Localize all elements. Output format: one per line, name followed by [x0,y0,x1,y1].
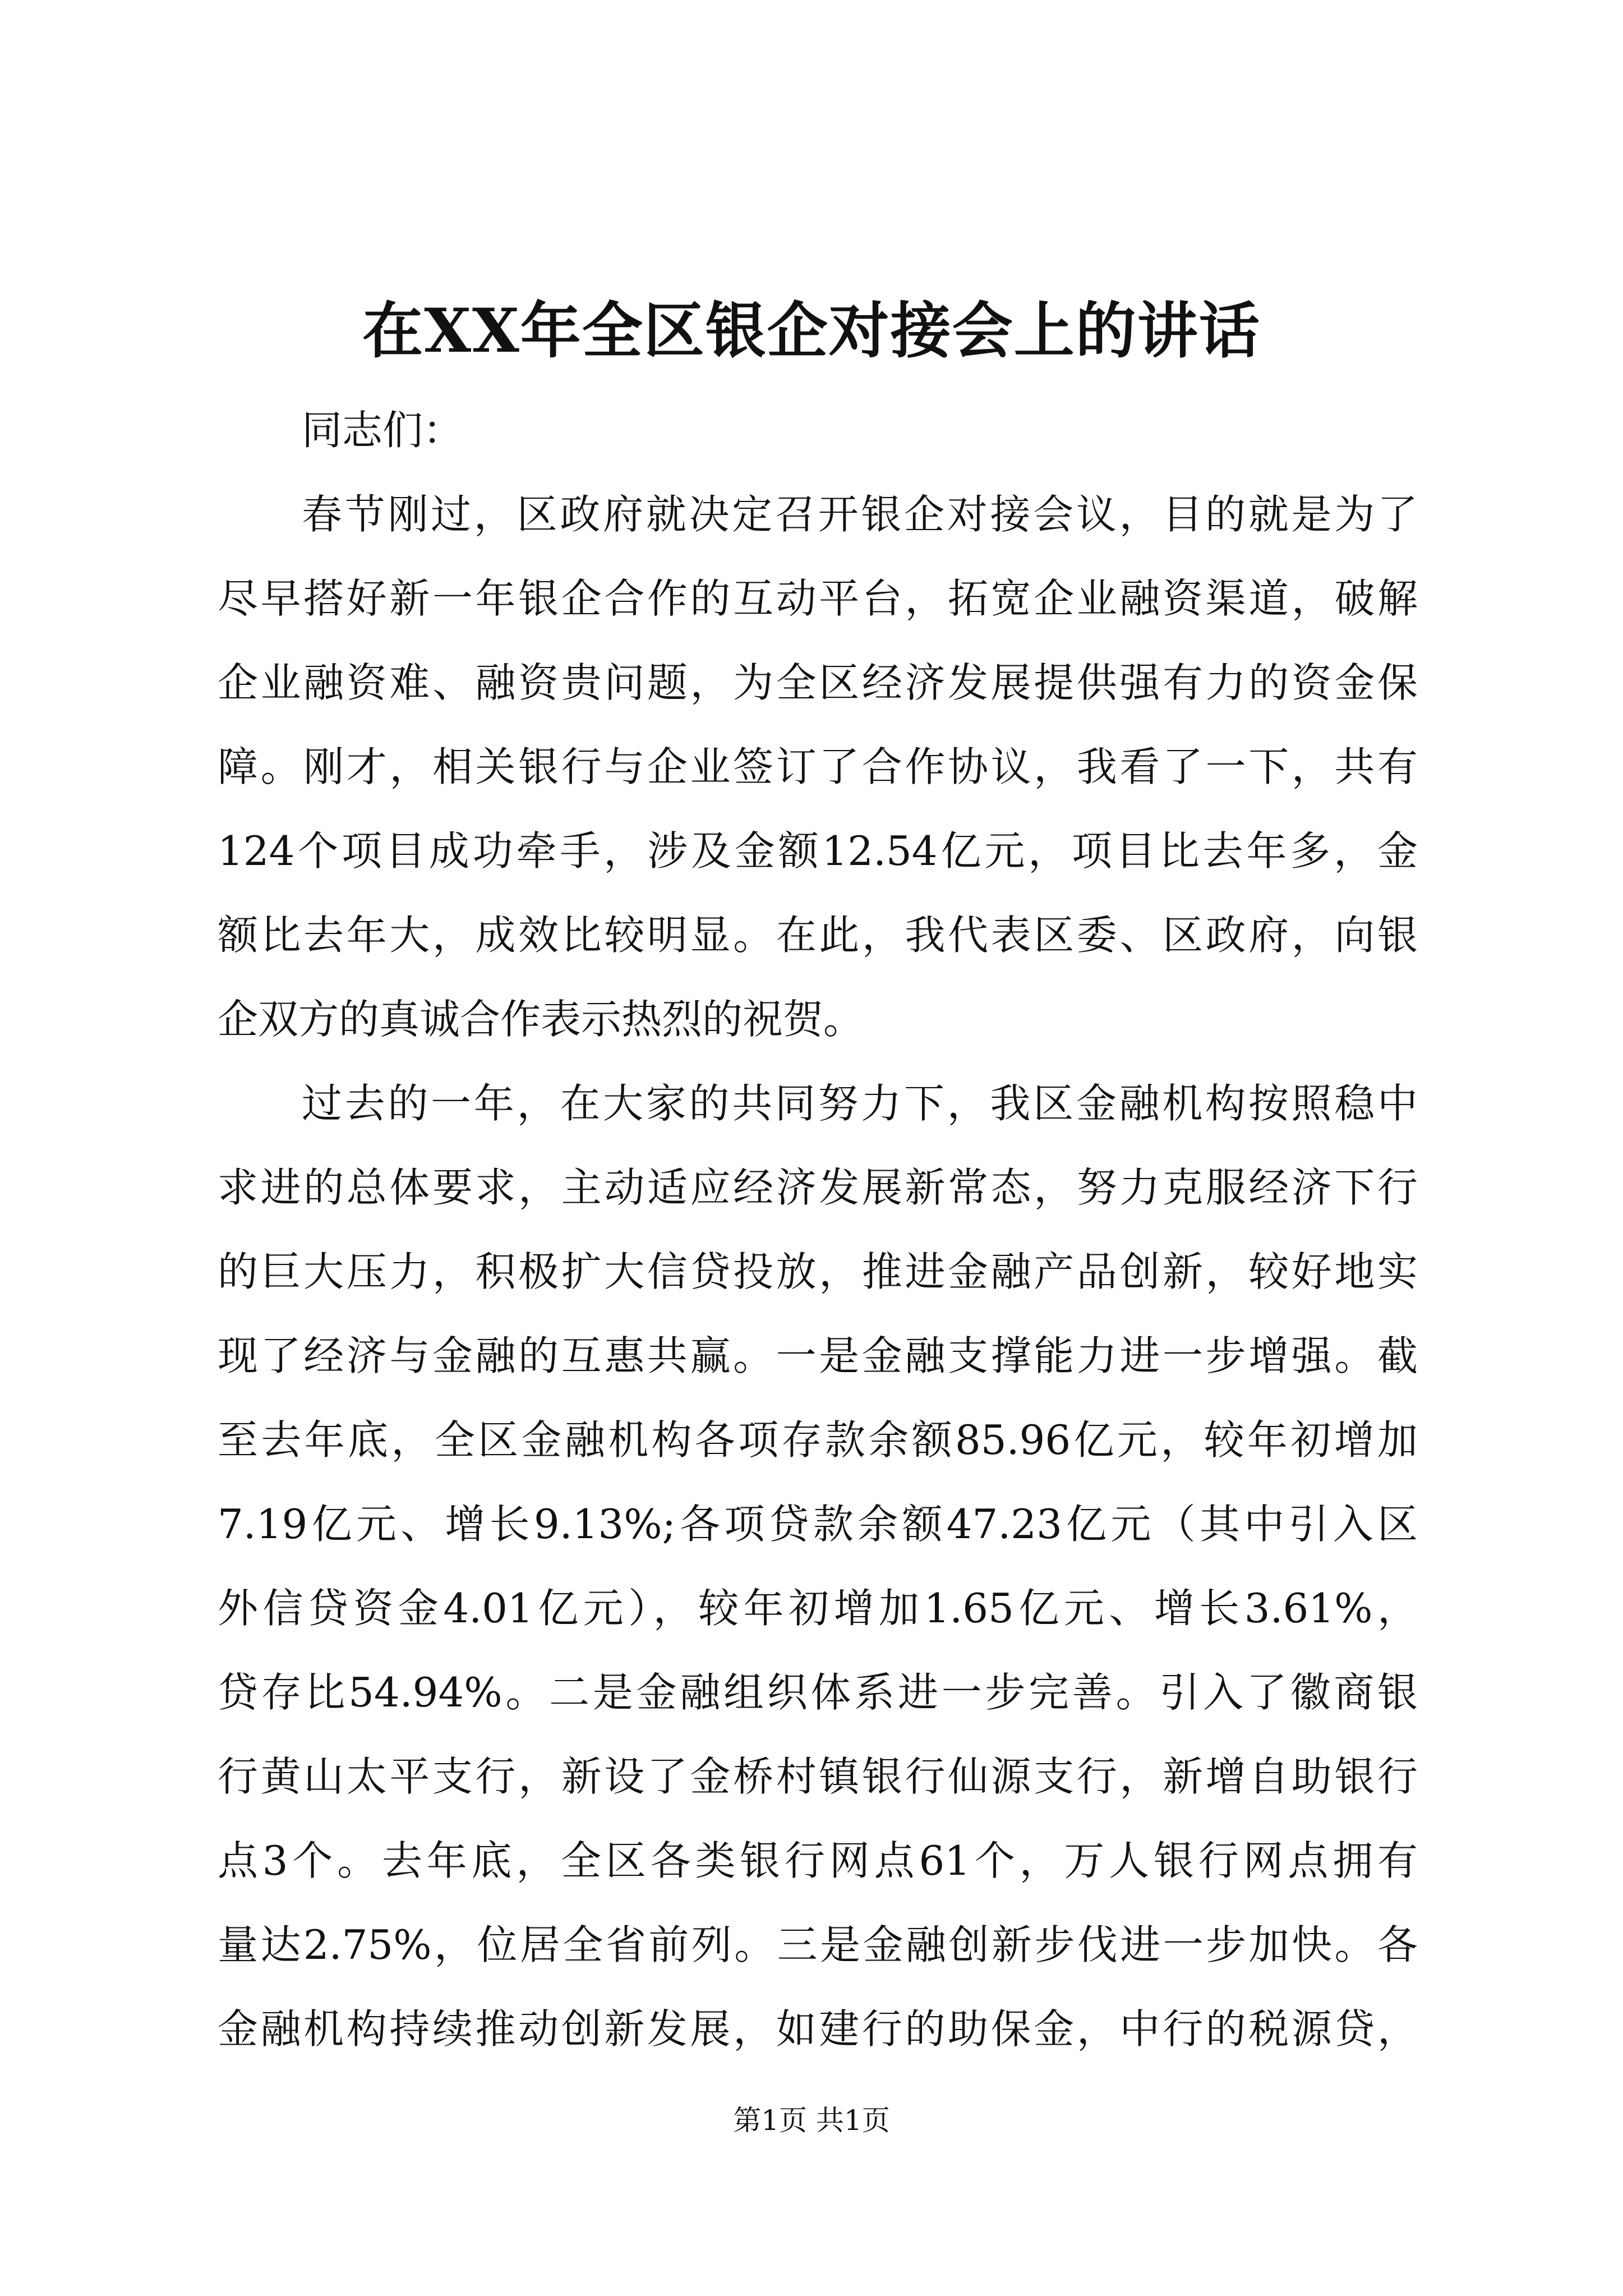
body-line: 7.19亿元、增长9.13%;各项贷款余额47.23亿元（其中引入区 [218,1501,1418,1548]
body-line: 外信贷资金4.01亿元），较年初增加1.65亿元、增长3.61%， [218,1585,1418,1632]
body-line: 额比去年大，成效比较明显。在此，我代表区委、区政府，向银 [218,912,1418,959]
body-line: 企双方的真诚合作表示热烈的祝贺。 [218,996,864,1043]
body-line: 贷存比54.94%。二是金融组织体系进一步完善。引入了徽商银 [218,1669,1418,1716]
body-line: 至去年底，全区金融机构各项存款余额85.96亿元，较年初增加 [218,1416,1418,1464]
body-line: 过去的一年，在大家的共同努力下，我区金融机构按照稳中 [302,1080,1418,1127]
body-line: 春节刚过，区政府就决定召开银企对接会议，目的就是为了 [302,491,1418,538]
body-line: 现了经济与金融的互惠共赢。一是金融支撑能力进一步增强。截 [218,1332,1418,1379]
body-line: 企业融资难、融资贵问题，为全区经济发展提供强有力的资金保 [218,659,1418,706]
body-line: 量达2.75%，位居全省前列。三是金融创新步伐进一步加快。各 [218,1921,1418,1968]
body-line: 障。刚才，相关银行与企业签订了合作协议，我看了一下，共有 [218,743,1418,790]
body-line: 尽早搭好新一年银企合作的互动平台，拓宽企业融资渠道，破解 [218,575,1418,622]
body-line: 求进的总体要求，主动适应经济发展新常态，努力克服经济下行 [218,1164,1418,1211]
page-footer: 第1页 共1页 [733,2104,890,2137]
body-line: 124个项目成功牵手，涉及金额12.54亿元，项目比去年多，金 [218,827,1418,875]
document-body [218,388,1418,2071]
document-title: 在XX年全区银企对接会上的讲话 [362,296,1261,366]
body-line: 同志们： [302,407,464,454]
body-line: 行黄山太平支行，新设了金桥村镇银行仙源支行，新增自助银行 [218,1753,1418,1800]
body-line: 点3个。去年底，全区各类银行网点61个，万人银行网点拥有 [218,1837,1418,1884]
body-line: 的巨大压力，积极扩大信贷投放，推进金融产品创新，较好地实 [218,1248,1418,1295]
body-line: 金融机构持续推动创新发展，如建行的助保金，中行的税源贷， [218,2005,1418,2053]
